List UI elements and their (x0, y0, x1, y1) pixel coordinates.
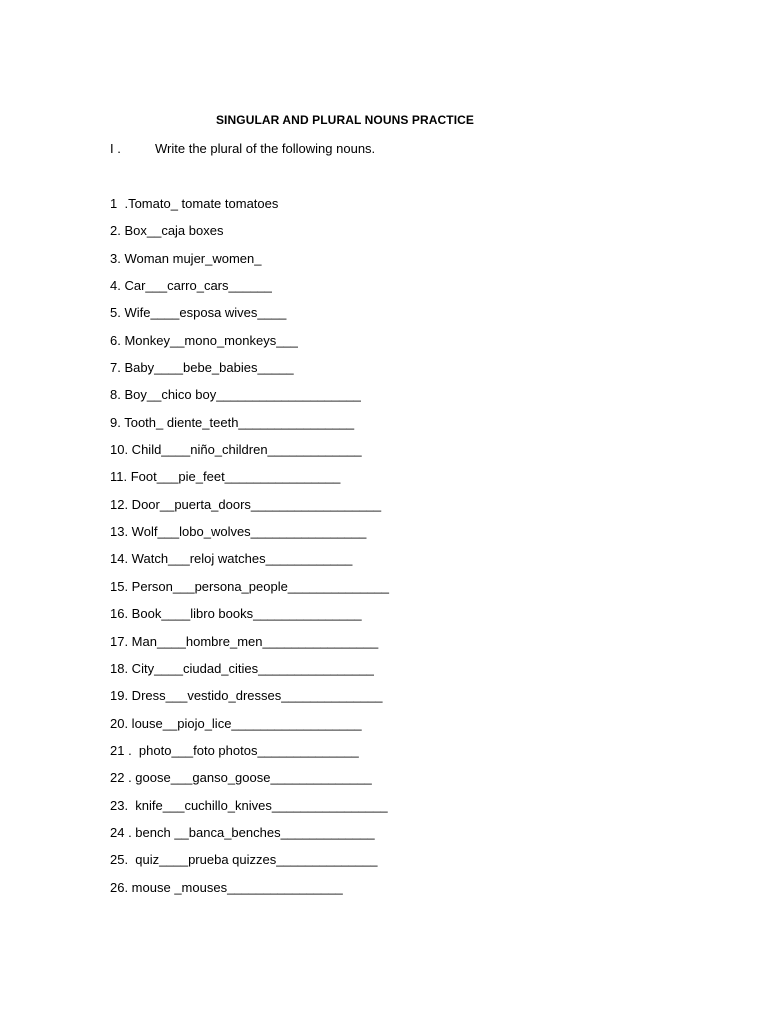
exercise-item: 16. Book____libro books_______________ (110, 606, 362, 622)
exercise-item: 17. Man____hombre_men________________ (110, 633, 379, 649)
exercise-item: 19. Dress___vestido_dresses______________ (110, 688, 383, 704)
exercise-item: 8. Boy__chico boy____________________ (110, 387, 361, 403)
exercise-item: 1 .Tomato_ tomate tomatoes (110, 196, 279, 211)
exercise-item: 14. Watch___reloj watches____________ (110, 551, 353, 567)
exercise-item: 12. Door__puerta_doors__________________ (110, 496, 382, 512)
exercise-item: 20. louse__piojo_lice__________________ (110, 715, 362, 731)
exercise-item: 2. Box__caja boxes (110, 223, 224, 239)
exercise-item: 21 . photo___foto photos______________ (110, 742, 359, 758)
exercise-item: 9. Tooth_ diente_teeth________________ (110, 414, 355, 430)
exercise-list (110, 195, 710, 906)
exercise-item: 10. Child____niño_children_____________ (110, 442, 362, 458)
instruction-text: Write the plural of the following nouns. (155, 141, 376, 156)
exercise-item: 13. Wolf___lobo_wolves________________ (110, 524, 367, 540)
exercise-item: 4. Car___carro_cars______ (110, 278, 272, 294)
instruction-line (110, 141, 375, 156)
exercise-item: 15. Person___persona_people______________ (110, 578, 390, 594)
exercise-item: 25. quiz____prueba quizzes______________ (110, 852, 378, 868)
exercise-item: 22 . goose___ganso_goose______________ (110, 770, 372, 786)
instruction-number: I . (110, 141, 121, 156)
page-title: SINGULAR AND PLURAL NOUNS PRACTICE (215, 113, 475, 127)
exercise-item: 26. mouse _mouses________________ (110, 879, 343, 895)
exercise-item: 18. City____ciudad_cities________________ (110, 660, 374, 676)
exercise-item: 11. Foot___pie_feet________________ (110, 469, 341, 485)
exercise-item: 24 . bench __banca_benches_____________ (110, 824, 375, 840)
exercise-item: 7. Baby____bebe_babies_____ (110, 360, 294, 376)
exercise-item: 5. Wife____esposa wives____ (110, 305, 287, 321)
exercise-item: 3. Woman mujer_women_ (110, 250, 262, 266)
exercise-item: 6. Monkey__mono_monkeys___ (110, 332, 298, 348)
exercise-item: 23. knife___cuchillo_knives________________ (110, 797, 388, 813)
